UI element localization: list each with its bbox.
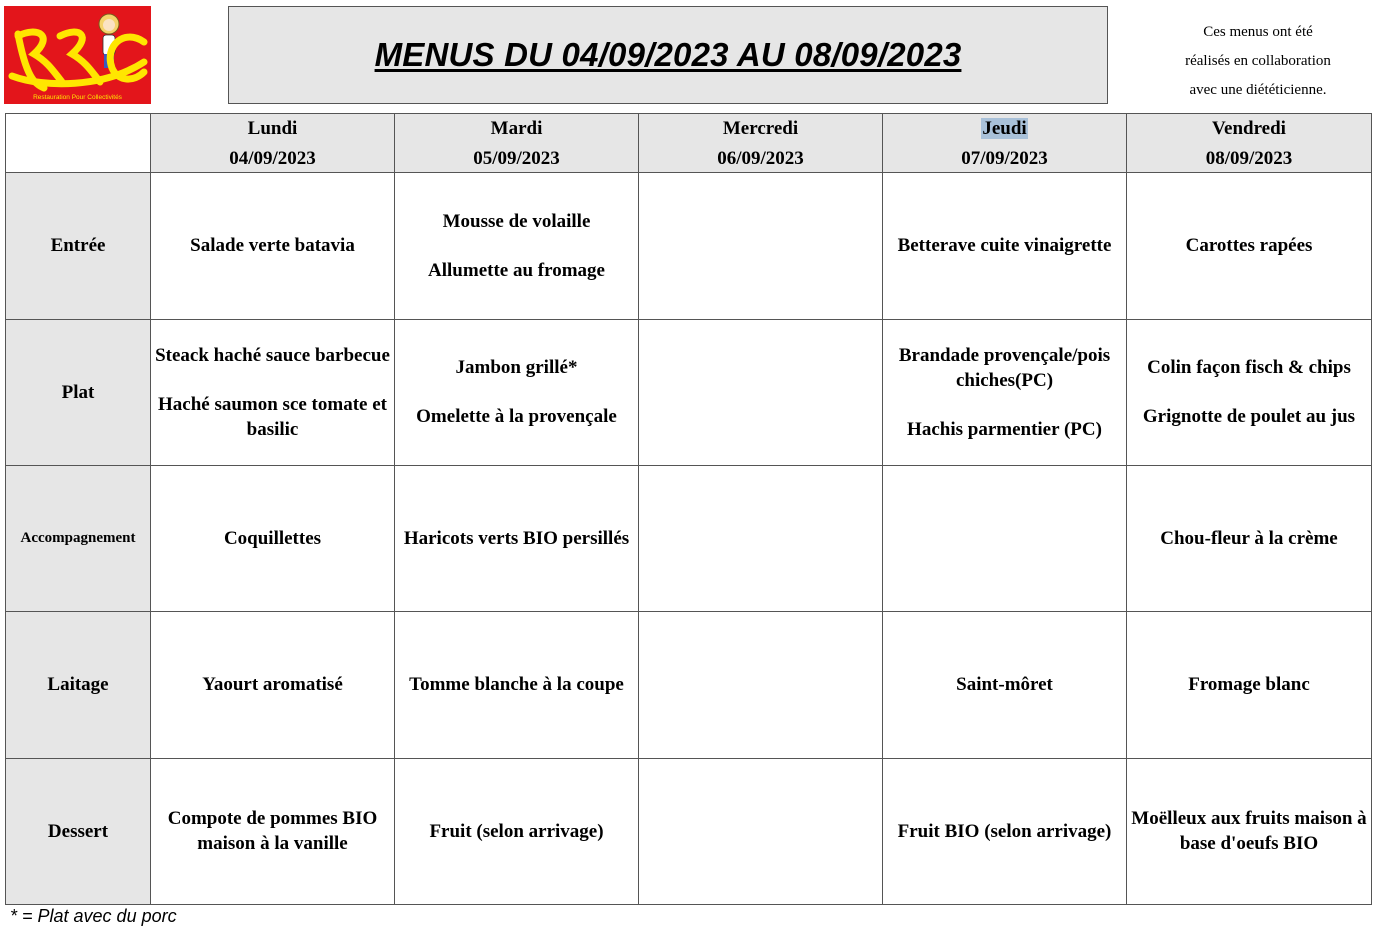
menu-cell bbox=[1127, 612, 1372, 758]
menu-cell bbox=[883, 612, 1127, 758]
dish: Coquillettes bbox=[223, 528, 322, 550]
menu-cell-empty bbox=[639, 612, 883, 758]
dish: Fruit (selon arrivage) bbox=[429, 820, 604, 842]
menu-cell bbox=[883, 173, 1127, 319]
day-name: Vendredi bbox=[1212, 117, 1286, 139]
menu-cell bbox=[395, 319, 639, 465]
dish: Colin façon fisch & chips bbox=[1147, 357, 1351, 379]
day-date: 05/09/2023 bbox=[473, 147, 560, 169]
table-corner bbox=[6, 114, 151, 173]
day-date: 07/09/2023 bbox=[961, 147, 1048, 169]
dish: Grignotte de poulet au jus bbox=[1142, 406, 1356, 428]
logo-swoosh bbox=[12, 32, 144, 88]
logo-tagline: Restauration Pour Collectivités bbox=[33, 94, 122, 101]
dish: Brandade provençale/pois chiches(PC) bbox=[898, 344, 1111, 391]
row-entree bbox=[6, 173, 1372, 319]
dish: Compote de pommes BIO maison à la vanille bbox=[167, 808, 378, 855]
row-plat bbox=[6, 319, 1372, 465]
row-laitage bbox=[6, 612, 1372, 758]
note-line: Ces menus ont été bbox=[1203, 24, 1313, 40]
dish: Fruit BIO (selon arrivage) bbox=[897, 820, 1112, 842]
dish: Hachis parmentier (PC) bbox=[907, 418, 1102, 440]
row-accompagnement bbox=[6, 465, 1372, 611]
rrc-logo-art bbox=[4, 6, 151, 104]
menu-cell-empty bbox=[639, 319, 883, 465]
menu-cell bbox=[151, 173, 395, 319]
note-line: réalisés en collaboration bbox=[1185, 53, 1331, 69]
note-line: avec une diététicienne. bbox=[1189, 82, 1327, 98]
category-label: Accompagnement bbox=[6, 465, 151, 611]
category-label: Laitage bbox=[6, 612, 151, 758]
menu-cell bbox=[395, 465, 639, 611]
dish: Jambon grillé* bbox=[455, 357, 578, 379]
menu-table bbox=[5, 113, 1372, 905]
footnote: * = Plat avec du porc bbox=[10, 906, 177, 926]
menu-cell bbox=[883, 319, 1127, 465]
day-date: 06/09/2023 bbox=[717, 147, 804, 169]
menu-cell bbox=[395, 612, 639, 758]
menu-cell bbox=[151, 758, 395, 904]
menu-cell bbox=[883, 758, 1127, 904]
day-header-jeudi bbox=[883, 114, 1127, 173]
day-header-mercredi bbox=[639, 114, 883, 173]
day-name: Mardi bbox=[490, 117, 543, 139]
menu-cell bbox=[151, 465, 395, 611]
menu-cell-empty bbox=[639, 758, 883, 904]
menu-cell-empty bbox=[639, 465, 883, 611]
dish: Tomme blanche à la coupe bbox=[409, 674, 624, 696]
title-box bbox=[228, 6, 1108, 104]
dish: Steack haché sauce barbecue bbox=[155, 344, 390, 366]
dish: Yaourt aromatisé bbox=[202, 674, 343, 696]
dish: Haché saumon sce tomate et basilic bbox=[157, 393, 387, 440]
menu-cell bbox=[395, 758, 639, 904]
menu-cell bbox=[395, 173, 639, 319]
menu-cell bbox=[151, 319, 395, 465]
day-header-lundi bbox=[151, 114, 395, 173]
dish: Salade verte batavia bbox=[190, 235, 355, 257]
menu-cell bbox=[1127, 173, 1372, 319]
page-title: MENUS DU 04/09/2023 AU 08/09/2023 bbox=[374, 36, 962, 73]
menu-cell-empty bbox=[639, 173, 883, 319]
dish: Mousse de volaille bbox=[442, 210, 591, 232]
day-header-mardi bbox=[395, 114, 639, 173]
dish: Haricots verts BIO persillés bbox=[403, 528, 630, 550]
category-label: Entrée bbox=[6, 173, 151, 319]
menu-cell bbox=[1127, 319, 1372, 465]
day-date: 04/09/2023 bbox=[229, 147, 316, 169]
dish: Betterave cuite vinaigrette bbox=[897, 235, 1112, 257]
day-name: Mercredi bbox=[722, 117, 799, 139]
category-label: Plat bbox=[6, 319, 151, 465]
dish: Carottes rapées bbox=[1185, 235, 1313, 257]
table-header-row bbox=[6, 114, 1372, 173]
category-label: Dessert bbox=[6, 758, 151, 904]
menu-cell-empty bbox=[883, 465, 1127, 611]
dietitian-note bbox=[1140, 18, 1376, 105]
day-name-highlighted[interactable]: Jeudi bbox=[982, 117, 1027, 139]
rrc-logo bbox=[4, 6, 151, 104]
dish: Chou-fleur à la crème bbox=[1160, 528, 1338, 550]
day-date: 08/09/2023 bbox=[1205, 147, 1293, 169]
day-name: Lundi bbox=[247, 117, 298, 139]
dish: Moëlleux aux fruits maison à base d'oeufs BIO bbox=[1131, 808, 1367, 855]
row-dessert bbox=[6, 758, 1372, 904]
dish: Saint-môret bbox=[956, 674, 1053, 696]
menu-cell bbox=[1127, 465, 1372, 611]
menu-cell bbox=[1127, 758, 1372, 904]
dish: Allumette au fromage bbox=[428, 259, 605, 281]
dish: Omelette à la provençale bbox=[416, 406, 617, 428]
menu-cell bbox=[151, 612, 395, 758]
day-header-vendredi bbox=[1127, 114, 1372, 173]
dish: Fromage blanc bbox=[1188, 674, 1310, 696]
